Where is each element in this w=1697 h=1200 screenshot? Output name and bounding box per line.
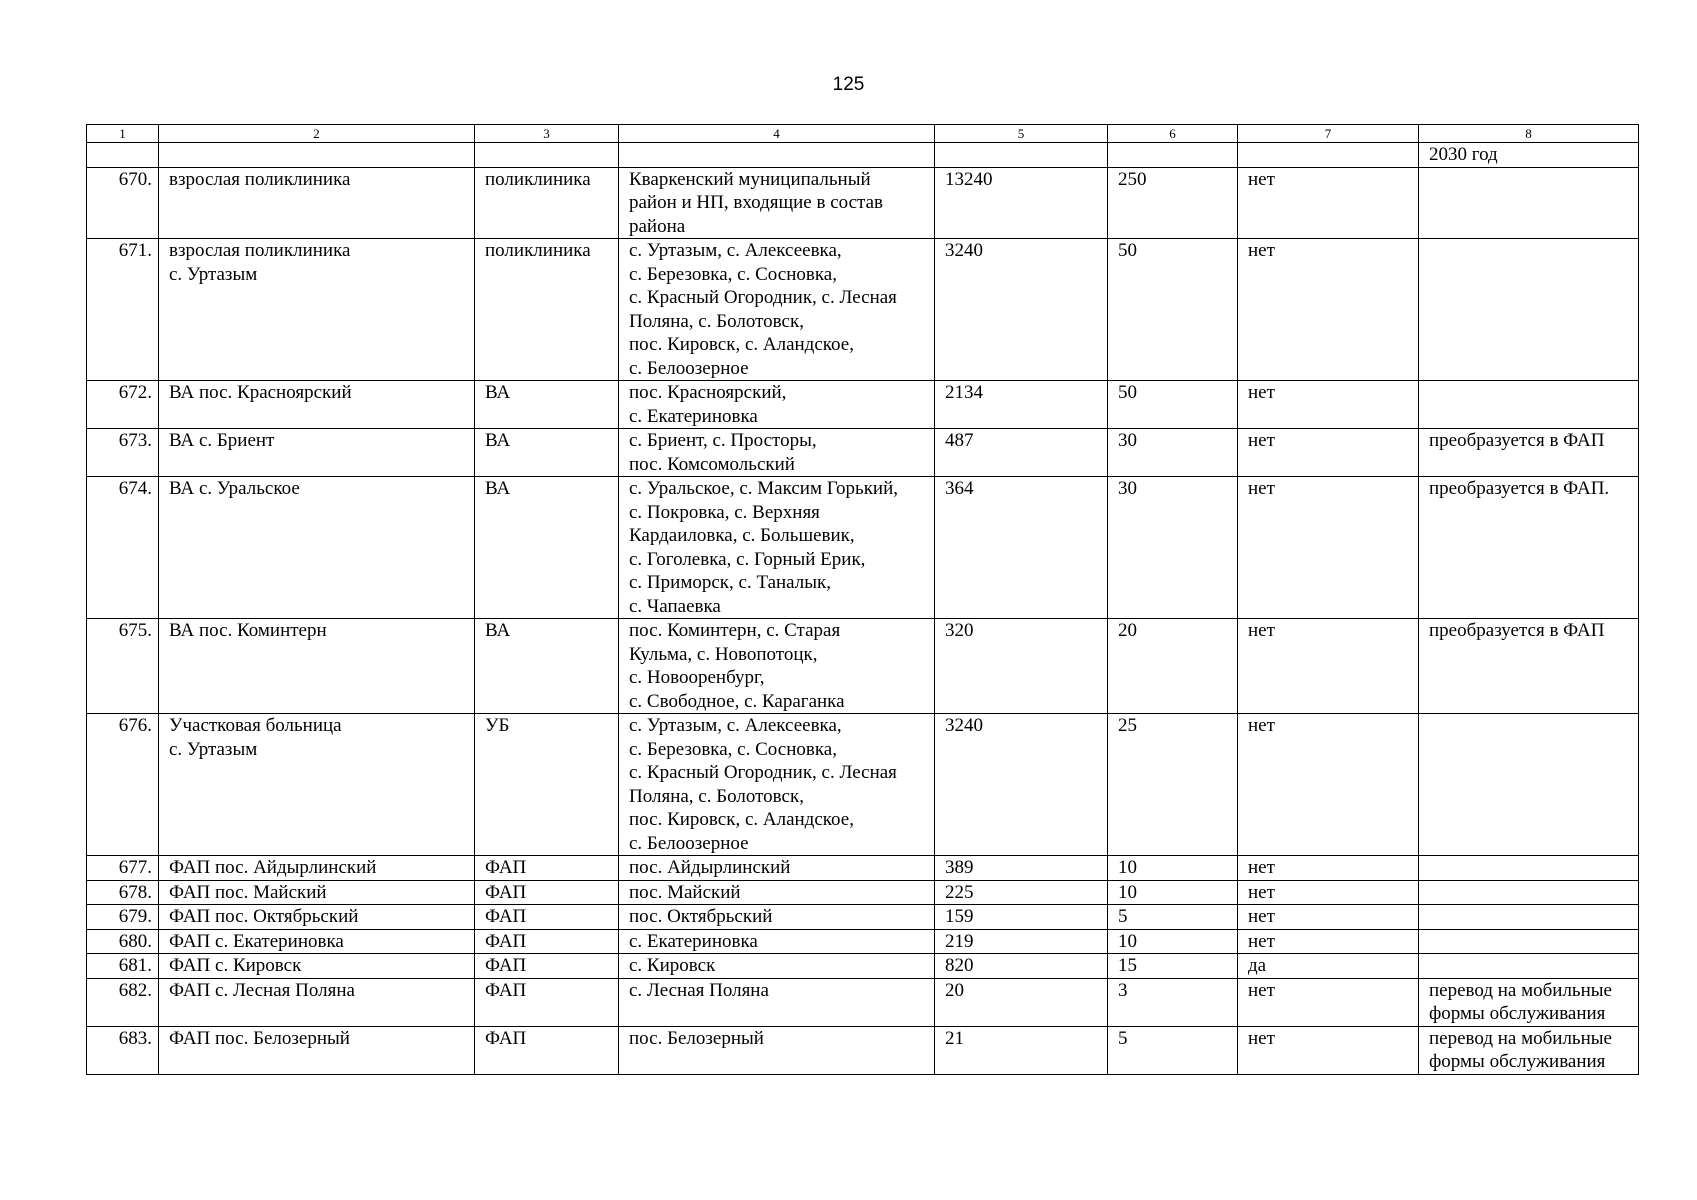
row-number-cell: 675. <box>87 619 159 714</box>
population-cell: 487 <box>935 429 1108 477</box>
table-row <box>87 239 1639 381</box>
row-number-cell: 683. <box>87 1026 159 1074</box>
facility-name-cell: взрослая поликлиника <box>159 167 475 239</box>
service-territory-cell: с. Лесная Поляна <box>619 978 935 1026</box>
row-number-cell: 677. <box>87 856 159 881</box>
page-number: 125 <box>832 74 865 95</box>
service-territory-cell: Кваркенский муниципальный район и НП, входящие в состав района <box>619 167 935 239</box>
flag-cell: нет <box>1238 477 1419 619</box>
column-number-cell: 1 <box>87 125 159 143</box>
note-cell <box>1419 714 1639 856</box>
column-number-cell: 2 <box>159 125 475 143</box>
empty-cell <box>159 143 475 168</box>
facility-type-cell: ФАП <box>475 954 619 979</box>
facilities-table <box>86 124 1639 1075</box>
year-note-cell: 2030 год <box>1419 143 1639 168</box>
table-row <box>87 167 1639 239</box>
note-cell: преобразуется в ФАП. <box>1419 477 1639 619</box>
capacity-cell: 15 <box>1108 954 1238 979</box>
column-number-row <box>87 125 1639 143</box>
note-cell <box>1419 905 1639 930</box>
table-row <box>87 880 1639 905</box>
population-cell: 820 <box>935 954 1108 979</box>
capacity-cell: 5 <box>1108 905 1238 930</box>
facility-name-cell: Участковая больница с. Уртазым <box>159 714 475 856</box>
service-territory-cell: пос. Красноярский, с. Екатериновка <box>619 381 935 429</box>
row-number-cell: 676. <box>87 714 159 856</box>
capacity-cell: 250 <box>1108 167 1238 239</box>
population-cell: 3240 <box>935 239 1108 381</box>
year-note-row <box>87 143 1639 168</box>
service-territory-cell: пос. Айдырлинский <box>619 856 935 881</box>
note-cell <box>1419 167 1639 239</box>
facility-type-cell: ФАП <box>475 880 619 905</box>
facility-type-cell: ФАП <box>475 929 619 954</box>
empty-cell <box>87 143 159 168</box>
row-number-cell: 679. <box>87 905 159 930</box>
population-cell: 21 <box>935 1026 1108 1074</box>
empty-cell <box>619 143 935 168</box>
note-cell: преобразуется в ФАП <box>1419 619 1639 714</box>
facility-name-cell: ВА с. Уральское <box>159 477 475 619</box>
row-number-cell: 670. <box>87 167 159 239</box>
capacity-cell: 10 <box>1108 880 1238 905</box>
capacity-cell: 10 <box>1108 856 1238 881</box>
facility-type-cell: ФАП <box>475 1026 619 1074</box>
column-number-cell: 4 <box>619 125 935 143</box>
flag-cell: нет <box>1238 239 1419 381</box>
flag-cell: нет <box>1238 929 1419 954</box>
facility-type-cell: ВА <box>475 477 619 619</box>
flag-cell: нет <box>1238 429 1419 477</box>
service-territory-cell: с. Уральское, с. Максим Горький, с. Покровка, с. Верхняя Кардаиловка, с. Большевик, с. Гоголевка, с. Горный Ерик, с. Приморск, с. Таналык, с. Чапаевка <box>619 477 935 619</box>
population-cell: 13240 <box>935 167 1108 239</box>
capacity-cell: 20 <box>1108 619 1238 714</box>
table-row <box>87 978 1639 1026</box>
service-territory-cell: с. Уртазым, с. Алексеевка, с. Березовка, с. Сосновка, с. Красный Огородник, с. Лесная Поляна, с. Болотовск, пос. Кировск, с. Аландское, с. Белоозерное <box>619 714 935 856</box>
facility-type-cell: поликлиника <box>475 239 619 381</box>
capacity-cell: 25 <box>1108 714 1238 856</box>
note-cell <box>1419 239 1639 381</box>
facility-type-cell: ВА <box>475 619 619 714</box>
service-territory-cell: пос. Белозерный <box>619 1026 935 1074</box>
table-row <box>87 714 1639 856</box>
row-number-cell: 672. <box>87 381 159 429</box>
facility-name-cell: ВА пос. Коминтерн <box>159 619 475 714</box>
flag-cell: нет <box>1238 905 1419 930</box>
flag-cell: нет <box>1238 619 1419 714</box>
facility-name-cell: ФАП пос. Айдырлинский <box>159 856 475 881</box>
capacity-cell: 50 <box>1108 239 1238 381</box>
empty-cell <box>1238 143 1419 168</box>
table-row <box>87 929 1639 954</box>
table-row <box>87 619 1639 714</box>
facility-type-cell: ФАП <box>475 856 619 881</box>
row-number-cell: 674. <box>87 477 159 619</box>
population-cell: 20 <box>935 978 1108 1026</box>
facility-name-cell: ФАП с. Лесная Поляна <box>159 978 475 1026</box>
table-row <box>87 905 1639 930</box>
note-cell: перевод на мобильные формы обслуживания <box>1419 1026 1639 1074</box>
facility-type-cell: ВА <box>475 429 619 477</box>
capacity-cell: 30 <box>1108 429 1238 477</box>
facility-name-cell: ФАП с. Екатериновка <box>159 929 475 954</box>
facility-name-cell: ВА пос. Красноярский <box>159 381 475 429</box>
facility-name-cell: взрослая поликлиника с. Уртазым <box>159 239 475 381</box>
facility-name-cell: ВА с. Бриент <box>159 429 475 477</box>
table-row <box>87 954 1639 979</box>
population-cell: 389 <box>935 856 1108 881</box>
empty-cell <box>475 143 619 168</box>
column-number-cell: 8 <box>1419 125 1639 143</box>
facility-name-cell: ФАП с. Кировск <box>159 954 475 979</box>
note-cell <box>1419 856 1639 881</box>
service-territory-cell: с. Екатериновка <box>619 929 935 954</box>
service-territory-cell: пос. Коминтерн, с. Старая Кульма, с. Новопотоцк, с. Новооренбург, с. Свободное, с. Караганка <box>619 619 935 714</box>
facility-type-cell: ФАП <box>475 978 619 1026</box>
service-territory-cell: пос. Октябрьский <box>619 905 935 930</box>
table-row <box>87 429 1639 477</box>
facility-name-cell: ФАП пос. Белозерный <box>159 1026 475 1074</box>
facility-type-cell: ВА <box>475 381 619 429</box>
flag-cell: нет <box>1238 1026 1419 1074</box>
table-row <box>87 477 1639 619</box>
facility-type-cell: поликлиника <box>475 167 619 239</box>
facility-type-cell: ФАП <box>475 905 619 930</box>
row-number-cell: 680. <box>87 929 159 954</box>
flag-cell: да <box>1238 954 1419 979</box>
capacity-cell: 10 <box>1108 929 1238 954</box>
note-cell <box>1419 880 1639 905</box>
population-cell: 2134 <box>935 381 1108 429</box>
flag-cell: нет <box>1238 978 1419 1026</box>
empty-cell <box>935 143 1108 168</box>
facility-name-cell: ФАП пос. Майский <box>159 880 475 905</box>
service-territory-cell: с. Уртазым, с. Алексеевка, с. Березовка, с. Сосновка, с. Красный Огородник, с. Лесная Поляна, с. Болотовск, пос. Кировск, с. Аландское, с. Белоозерное <box>619 239 935 381</box>
note-cell <box>1419 929 1639 954</box>
service-territory-cell: пос. Майский <box>619 880 935 905</box>
population-cell: 3240 <box>935 714 1108 856</box>
note-cell: перевод на мобильные формы обслуживания <box>1419 978 1639 1026</box>
row-number-cell: 671. <box>87 239 159 381</box>
table-row <box>87 856 1639 881</box>
capacity-cell: 50 <box>1108 381 1238 429</box>
facility-type-cell: УБ <box>475 714 619 856</box>
empty-cell <box>1108 143 1238 168</box>
row-number-cell: 681. <box>87 954 159 979</box>
population-cell: 320 <box>935 619 1108 714</box>
note-cell: преобразуется в ФАП <box>1419 429 1639 477</box>
flag-cell: нет <box>1238 714 1419 856</box>
table-row <box>87 1026 1639 1074</box>
flag-cell: нет <box>1238 381 1419 429</box>
flag-cell: нет <box>1238 856 1419 881</box>
column-number-cell: 6 <box>1108 125 1238 143</box>
table-row <box>87 381 1639 429</box>
column-number-cell: 5 <box>935 125 1108 143</box>
capacity-cell: 30 <box>1108 477 1238 619</box>
population-cell: 225 <box>935 880 1108 905</box>
capacity-cell: 5 <box>1108 1026 1238 1074</box>
flag-cell: нет <box>1238 167 1419 239</box>
row-number-cell: 682. <box>87 978 159 1026</box>
flag-cell: нет <box>1238 880 1419 905</box>
note-cell <box>1419 954 1639 979</box>
service-territory-cell: с. Кировск <box>619 954 935 979</box>
service-territory-cell: с. Бриент, с. Просторы, пос. Комсомольский <box>619 429 935 477</box>
row-number-cell: 678. <box>87 880 159 905</box>
row-number-cell: 673. <box>87 429 159 477</box>
facility-name-cell: ФАП пос. Октябрьский <box>159 905 475 930</box>
table-body <box>87 125 1639 1075</box>
population-cell: 219 <box>935 929 1108 954</box>
population-cell: 364 <box>935 477 1108 619</box>
column-number-cell: 7 <box>1238 125 1419 143</box>
note-cell <box>1419 381 1639 429</box>
population-cell: 159 <box>935 905 1108 930</box>
column-number-cell: 3 <box>475 125 619 143</box>
capacity-cell: 3 <box>1108 978 1238 1026</box>
